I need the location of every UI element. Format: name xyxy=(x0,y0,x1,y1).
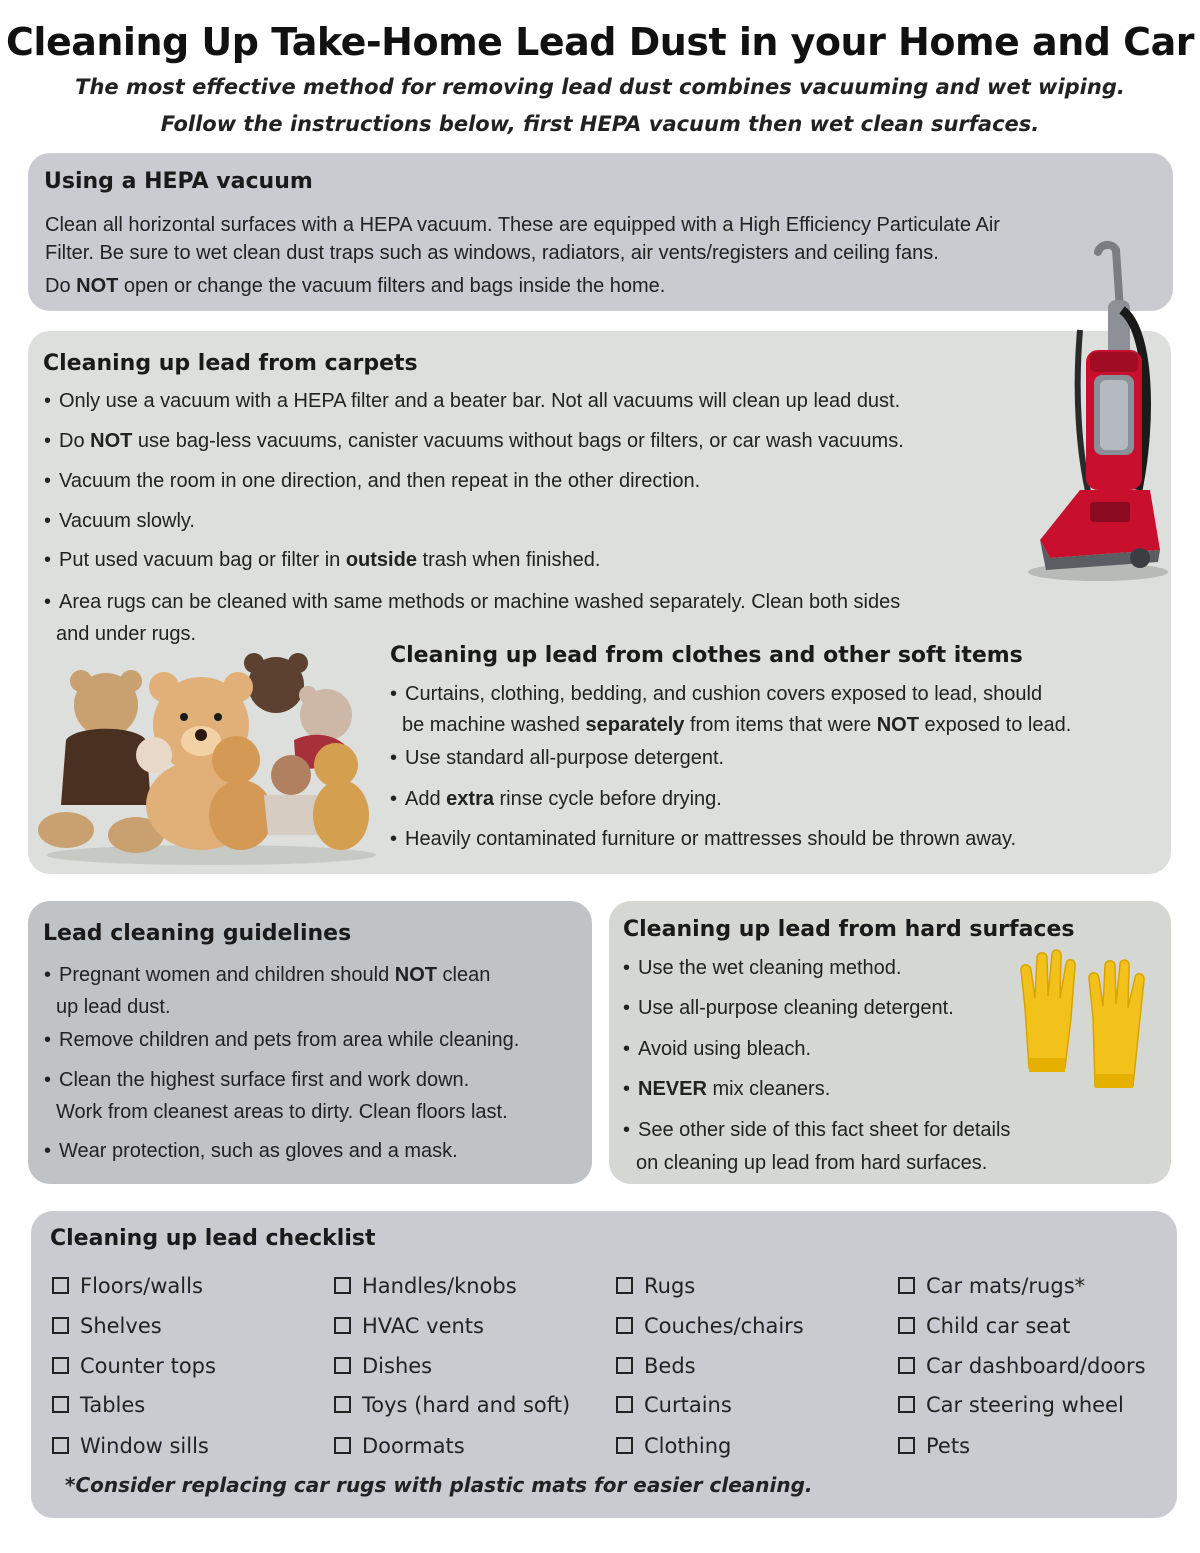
guidelines-bullet-2: • Remove children and pets from area while cleaning. xyxy=(59,1025,519,1056)
soft-bullet-3: • Add extra rinse cycle before drying. xyxy=(405,784,722,815)
hard-surfaces-title: Cleaning up lead from hard surfaces xyxy=(623,917,1075,942)
guidelines-bullet-3: • Clean the highest surface first and work down. xyxy=(59,1065,469,1096)
checkbox-icon[interactable] xyxy=(898,1357,915,1374)
checkbox-icon[interactable] xyxy=(52,1437,69,1454)
checklist-item[interactable]: Pets xyxy=(898,1434,970,1458)
vacuum-cleaner-image xyxy=(1020,240,1170,585)
soft-bullet-4: • Heavily contaminated furniture or mattresses should be thrown away. xyxy=(405,824,1016,855)
checklist-item[interactable]: HVAC vents xyxy=(334,1314,484,1338)
checkbox-icon[interactable] xyxy=(52,1357,69,1374)
guidelines-bullet-4: • Wear protection, such as gloves and a mask. xyxy=(59,1136,458,1167)
rubber-gloves-image xyxy=(1015,948,1155,1093)
hepa-text-line-3: Do NOT open or change the vacuum filters and bags inside the home. xyxy=(45,275,666,297)
hepa-title: Using a HEPA vacuum xyxy=(44,169,313,194)
hard-bullet-3: • Avoid using bleach. xyxy=(638,1034,811,1065)
checklist-title: Cleaning up lead checklist xyxy=(50,1226,376,1251)
checklist-item[interactable]: Car mats/rugs* xyxy=(898,1274,1085,1298)
checkbox-icon[interactable] xyxy=(898,1277,915,1294)
hard-bullet-2: • Use all-purpose cleaning detergent. xyxy=(638,993,954,1024)
carpets-bullet-6: • Area rugs can be cleaned with same methods or machine washed separately. Clean both sides xyxy=(59,587,900,618)
hepa-text-line-1: Clean all horizontal surfaces with a HEPA vacuum. These are equipped with a High Efficiency Particulate Air xyxy=(45,214,1000,236)
guidelines-bullet-1: • Pregnant women and children should NOT clean xyxy=(59,960,490,991)
checkbox-icon[interactable] xyxy=(52,1317,69,1334)
carpets-title: Cleaning up lead from carpets xyxy=(43,351,418,376)
checkbox-icon[interactable] xyxy=(616,1396,633,1413)
checkbox-icon[interactable] xyxy=(616,1437,633,1454)
checklist-item[interactable]: Clothing xyxy=(616,1434,731,1458)
soft-bullet-1: • Curtains, clothing, bedding, and cushion covers exposed to lead, should xyxy=(405,679,1042,710)
checkbox-icon[interactable] xyxy=(334,1277,351,1294)
checkbox-icon[interactable] xyxy=(334,1357,351,1374)
checklist-item[interactable]: Car dashboard/doors xyxy=(898,1354,1146,1378)
teddy-bears-image xyxy=(36,645,381,865)
checkbox-icon[interactable] xyxy=(898,1437,915,1454)
checklist-item[interactable]: Tables xyxy=(52,1393,145,1417)
checklist-item[interactable]: Handles/knobs xyxy=(334,1274,517,1298)
carpets-bullet-3: • Vacuum the room in one direction, and then repeat in the other direction. xyxy=(59,466,700,497)
checkbox-icon[interactable] xyxy=(334,1396,351,1413)
guidelines-title: Lead cleaning guidelines xyxy=(43,921,352,946)
checklist-item[interactable]: Curtains xyxy=(616,1393,732,1417)
soft-items-title: Cleaning up lead from clothes and other soft items xyxy=(390,643,1023,668)
hepa-text-line-2: Filter. Be sure to wet clean dust traps such as windows, radiators, air vents/registers and ceiling fans. xyxy=(45,242,939,264)
carpets-bullet-6-cont: and under rugs. xyxy=(56,623,197,645)
checklist-footnote: *Consider replacing car rugs with plastic mats for easier cleaning. xyxy=(65,1473,813,1497)
checklist-item[interactable]: Floors/walls xyxy=(52,1274,203,1298)
hard-bullet-5: • See other side of this fact sheet for details xyxy=(638,1115,1010,1146)
checklist-item[interactable]: Rugs xyxy=(616,1274,695,1298)
checkbox-icon[interactable] xyxy=(616,1317,633,1334)
checklist-item[interactable]: Child car seat xyxy=(898,1314,1070,1338)
checkbox-icon[interactable] xyxy=(898,1396,915,1413)
checkbox-icon[interactable] xyxy=(616,1357,633,1374)
soft-bullet-1-cont: be machine washed separately from items that were NOT exposed to lead. xyxy=(402,714,1072,736)
checkbox-icon[interactable] xyxy=(334,1317,351,1334)
carpets-bullet-2: • Do NOT use bag-less vacuums, canister vacuums without bags or filters, or car wash vacuums. xyxy=(59,426,904,457)
checklist-item[interactable]: Couches/chairs xyxy=(616,1314,804,1338)
hard-bullet-4: • NEVER mix cleaners. xyxy=(638,1074,830,1105)
checklist-item[interactable]: Window sills xyxy=(52,1434,209,1458)
checklist-item[interactable]: Shelves xyxy=(52,1314,162,1338)
checklist-item[interactable]: Doormats xyxy=(334,1434,465,1458)
checklist-item[interactable]: Beds xyxy=(616,1354,696,1378)
checkbox-icon[interactable] xyxy=(616,1277,633,1294)
checkbox-icon[interactable] xyxy=(52,1396,69,1413)
checklist-item[interactable]: Counter tops xyxy=(52,1354,216,1378)
checklist-item[interactable]: Car steering wheel xyxy=(898,1393,1124,1417)
carpets-bullet-4: • Vacuum slowly. xyxy=(59,506,195,537)
checklist-item[interactable]: Dishes xyxy=(334,1354,432,1378)
carpets-bullet-1: • Only use a vacuum with a HEPA filter and a beater bar. Not all vacuums will clean up lead dust. xyxy=(59,386,900,417)
checkbox-icon[interactable] xyxy=(334,1437,351,1454)
carpets-bullet-5: • Put used vacuum bag or filter in outside trash when finished. xyxy=(59,545,600,576)
checkbox-icon[interactable] xyxy=(898,1317,915,1334)
subtitle-line-2: Follow the instructions below, first HEPA vacuum then wet clean surfaces. xyxy=(160,112,1040,136)
hard-bullet-5-cont: on cleaning up lead from hard surfaces. xyxy=(636,1152,988,1174)
guidelines-bullet-1-cont: up lead dust. xyxy=(56,996,171,1018)
soft-bullet-2: • Use standard all-purpose detergent. xyxy=(405,743,724,774)
subtitle-line-1: The most effective method for removing lead dust combines vacuuming and wet wiping. xyxy=(75,75,1125,99)
page-title: Cleaning Up Take-Home Lead Dust in your Home and Car xyxy=(6,20,1194,64)
guidelines-bullet-3-cont: Work from cleanest areas to dirty. Clean floors last. xyxy=(56,1101,508,1123)
checklist-item[interactable]: Toys (hard and soft) xyxy=(334,1393,570,1417)
hard-bullet-1: • Use the wet cleaning method. xyxy=(638,953,902,984)
checkbox-icon[interactable] xyxy=(52,1277,69,1294)
